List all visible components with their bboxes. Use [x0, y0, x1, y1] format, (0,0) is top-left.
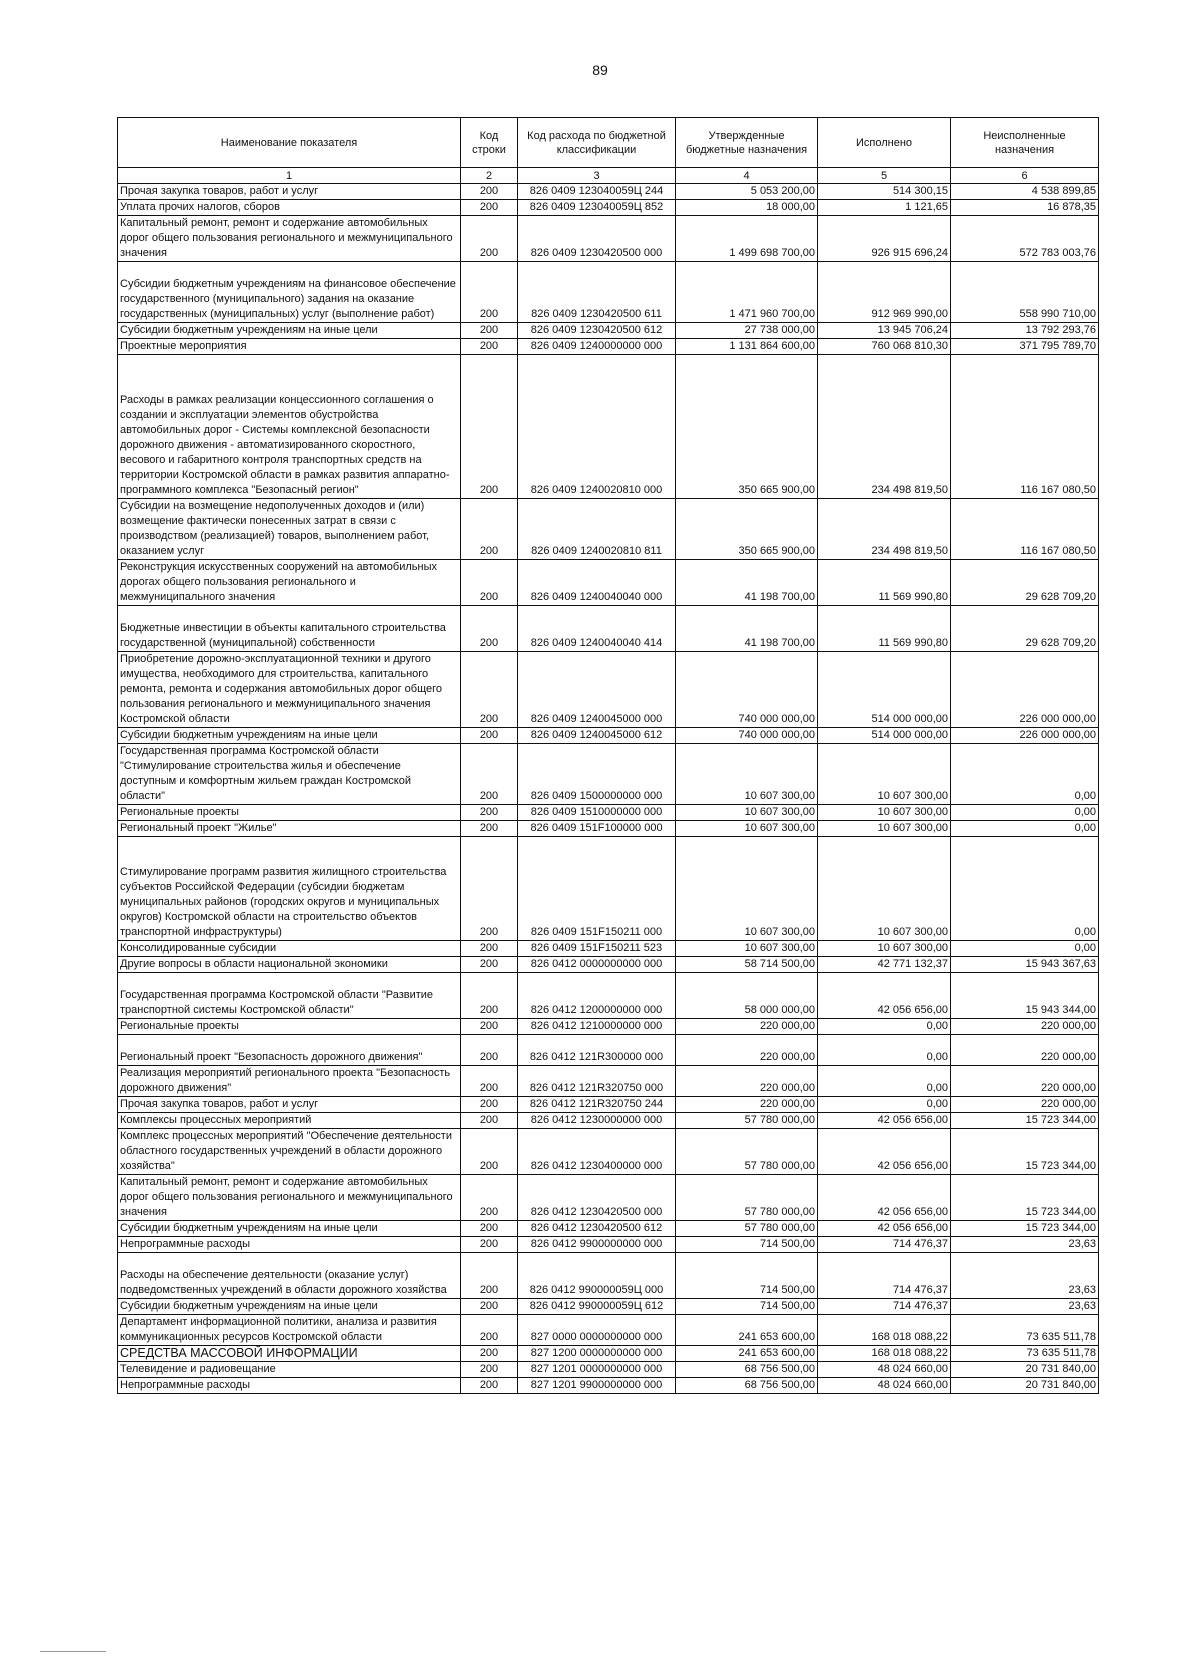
- table-row: [118, 200, 1099, 216]
- row-executed: 0,00: [818, 1019, 951, 1035]
- row-approved: 57 780 000,00: [676, 1129, 818, 1175]
- column-number: 2: [461, 168, 518, 184]
- row-executed: 48 024 660,00: [818, 1378, 951, 1394]
- row-unexecuted: 226 000 000,00: [951, 728, 1099, 744]
- row-approved: 1 131 864 600,00: [676, 339, 818, 355]
- row-kbk: 826 0409 151F150211 000: [518, 837, 676, 941]
- row-unexecuted: 23,63: [951, 1299, 1099, 1315]
- row-executed: 42 056 656,00: [818, 973, 951, 1019]
- row-approved: 241 653 600,00: [676, 1315, 818, 1346]
- table-row: [118, 1378, 1099, 1394]
- row-name: Реконструкция искусственных сооружений на автомобильных дорогах общего пользования регионального и межмуниципального значения: [118, 560, 461, 606]
- row-name: Субсидии бюджетным учреждениям на иные цели: [118, 728, 461, 744]
- row-executed: 714 476,37: [818, 1253, 951, 1299]
- table-row: [118, 1237, 1099, 1253]
- column-number: 3: [518, 168, 676, 184]
- table-row: [118, 821, 1099, 837]
- row-approved: 220 000,00: [676, 1097, 818, 1113]
- row-kbk: 826 0409 1240045000 000: [518, 652, 676, 728]
- row-executed: 714 476,37: [818, 1299, 951, 1315]
- row-executed: 42 056 656,00: [818, 1129, 951, 1175]
- row-unexecuted: 220 000,00: [951, 1066, 1099, 1097]
- row-kbk: 826 0412 9900000000 000: [518, 1237, 676, 1253]
- table-row: [118, 216, 1099, 262]
- row-kbk: 826 0409 1230420500 611: [518, 262, 676, 323]
- column-header-approved: Утвержденные бюджетные назначения: [676, 118, 818, 168]
- row-unexecuted: 226 000 000,00: [951, 652, 1099, 728]
- table-row: [118, 1066, 1099, 1097]
- row-executed: 11 569 990,80: [818, 560, 951, 606]
- row-approved: 350 665 900,00: [676, 355, 818, 499]
- row-kbk: 826 0409 1240020810 811: [518, 499, 676, 560]
- row-unexecuted: 20 731 840,00: [951, 1378, 1099, 1394]
- row-code: 200: [461, 1315, 518, 1346]
- row-unexecuted: 15 943 367,63: [951, 957, 1099, 973]
- row-unexecuted: 73 635 511,78: [951, 1315, 1099, 1346]
- row-kbk: 826 0412 1230420500 000: [518, 1175, 676, 1221]
- row-name: Комплекс процессных мероприятий "Обеспечение деятельности областного государственных учреждений в области дорожного хозяйства": [118, 1129, 461, 1175]
- row-code: 200: [461, 1378, 518, 1394]
- row-unexecuted: 23,63: [951, 1253, 1099, 1299]
- table-row: [118, 323, 1099, 339]
- row-unexecuted: 0,00: [951, 821, 1099, 837]
- row-kbk: 826 0409 1230420500 612: [518, 323, 676, 339]
- row-name: Региональные проекты: [118, 1019, 461, 1035]
- budget-execution-table: [117, 117, 1099, 1394]
- row-name: Другие вопросы в области национальной экономики: [118, 957, 461, 973]
- table-row: [118, 355, 1099, 499]
- row-approved: 57 780 000,00: [676, 1175, 818, 1221]
- row-executed: 42 056 656,00: [818, 1221, 951, 1237]
- row-approved: 220 000,00: [676, 1066, 818, 1097]
- row-name: Капитальный ремонт, ремонт и содержание автомобильных дорог общего пользования регионального и межмуниципального значения: [118, 216, 461, 262]
- row-name: Расходы на обеспечение деятельности (оказание услуг) подведомственных учреждений в области дорожного хозяйства: [118, 1253, 461, 1299]
- row-name: Субсидии бюджетным учреждениям на иные цели: [118, 1299, 461, 1315]
- table-row: [118, 1221, 1099, 1237]
- row-kbk: 826 0409 1240000000 000: [518, 339, 676, 355]
- row-kbk: 826 0409 1240040040 414: [518, 606, 676, 652]
- table-row: [118, 1113, 1099, 1129]
- row-name: Прочая закупка товаров, работ и услуг: [118, 184, 461, 200]
- table-row: [118, 957, 1099, 973]
- row-executed: 234 498 819,50: [818, 355, 951, 499]
- row-name: Непрограммные расходы: [118, 1378, 461, 1394]
- table-row: [118, 499, 1099, 560]
- row-kbk: 826 0409 1240020810 000: [518, 355, 676, 499]
- row-approved: 740 000 000,00: [676, 728, 818, 744]
- row-approved: 241 653 600,00: [676, 1346, 818, 1362]
- row-unexecuted: 15 723 344,00: [951, 1221, 1099, 1237]
- row-code: 200: [461, 1066, 518, 1097]
- row-approved: 68 756 500,00: [676, 1362, 818, 1378]
- row-executed: 514 300,15: [818, 184, 951, 200]
- row-code: 200: [461, 1299, 518, 1315]
- column-number: 6: [951, 168, 1099, 184]
- row-approved: 10 607 300,00: [676, 744, 818, 805]
- row-approved: 57 780 000,00: [676, 1113, 818, 1129]
- row-code: 200: [461, 941, 518, 957]
- row-code: 200: [461, 339, 518, 355]
- table-row: [118, 837, 1099, 941]
- row-executed: 168 018 088,22: [818, 1315, 951, 1346]
- row-executed: 760 068 810,30: [818, 339, 951, 355]
- row-executed: 912 969 990,00: [818, 262, 951, 323]
- row-code: 200: [461, 184, 518, 200]
- row-code: 200: [461, 837, 518, 941]
- row-approved: 714 500,00: [676, 1299, 818, 1315]
- row-name: Уплата прочих налогов, сборов: [118, 200, 461, 216]
- row-unexecuted: 116 167 080,50: [951, 499, 1099, 560]
- row-kbk: 826 0409 1510000000 000: [518, 805, 676, 821]
- row-code: 200: [461, 1221, 518, 1237]
- row-kbk: 826 0412 121R300000 000: [518, 1035, 676, 1066]
- row-name: Субсидии на возмещение недополученных доходов и (или) возмещение фактически понесенных затрат в связи с производством (реализацией) товаров, выполнением работ, оказанием услуг: [118, 499, 461, 560]
- row-name: Субсидии бюджетным учреждениям на финансовое обеспечение государственного (муниципального) задания на оказание государственных (муниципальных) услуг (выполнение работ): [118, 262, 461, 323]
- row-name: Стимулирование программ развития жилищного строительства субъектов Российской Федерации (субсидии бюджетам муниципальных районов (городских округов и муниципальных округов) Костромской области на строительство объектов транспортной инфраструктуры): [118, 837, 461, 941]
- table-row: [118, 560, 1099, 606]
- row-code: 200: [461, 652, 518, 728]
- table-row: [118, 1019, 1099, 1035]
- row-code: 200: [461, 262, 518, 323]
- row-approved: 58 000 000,00: [676, 973, 818, 1019]
- row-name: Региональный проект "Жилье": [118, 821, 461, 837]
- row-name: Прочая закупка товаров, работ и услуг: [118, 1097, 461, 1113]
- table-row: [118, 728, 1099, 744]
- row-kbk: 826 0412 121R320750 244: [518, 1097, 676, 1113]
- table-body: [118, 184, 1099, 1394]
- row-code: 200: [461, 1035, 518, 1066]
- row-executed: 10 607 300,00: [818, 941, 951, 957]
- table-row: [118, 1175, 1099, 1221]
- table-row: [118, 1299, 1099, 1315]
- row-name: Приобретение дорожно-эксплуатационной техники и другого имущества, необходимого для строительства, капитального ремонта, ремонта и содержания автомобильных дорог общего пользования регионального и межмуниципального значения Костромской области: [118, 652, 461, 728]
- row-unexecuted: 16 878,35: [951, 200, 1099, 216]
- column-header-kbk: Код расхода по бюджетной классификации: [518, 118, 676, 168]
- row-unexecuted: 0,00: [951, 941, 1099, 957]
- row-executed: 926 915 696,24: [818, 216, 951, 262]
- table-row: [118, 1315, 1099, 1346]
- row-code: 200: [461, 728, 518, 744]
- table-row: [118, 973, 1099, 1019]
- row-code: 200: [461, 355, 518, 499]
- row-approved: 10 607 300,00: [676, 821, 818, 837]
- row-unexecuted: 15 723 344,00: [951, 1175, 1099, 1221]
- row-code: 200: [461, 1113, 518, 1129]
- row-approved: 10 607 300,00: [676, 837, 818, 941]
- row-name: Бюджетные инвестиции в объекты капитального строительства государственной (муниципальной) собственности: [118, 606, 461, 652]
- row-kbk: 826 0412 990000059Ц 000: [518, 1253, 676, 1299]
- row-unexecuted: 371 795 789,70: [951, 339, 1099, 355]
- row-approved: 220 000,00: [676, 1019, 818, 1035]
- row-name: Субсидии бюджетным учреждениям на иные цели: [118, 1221, 461, 1237]
- row-kbk: 826 0412 1230000000 000: [518, 1113, 676, 1129]
- row-code: 200: [461, 1253, 518, 1299]
- row-executed: 714 476,37: [818, 1237, 951, 1253]
- column-number: 1: [118, 168, 461, 184]
- row-kbk: 827 0000 0000000000 000: [518, 1315, 676, 1346]
- row-unexecuted: 73 635 511,78: [951, 1346, 1099, 1362]
- row-executed: 0,00: [818, 1066, 951, 1097]
- row-approved: 68 756 500,00: [676, 1378, 818, 1394]
- row-approved: 1 499 698 700,00: [676, 216, 818, 262]
- row-unexecuted: 23,63: [951, 1237, 1099, 1253]
- row-executed: 10 607 300,00: [818, 805, 951, 821]
- row-executed: 0,00: [818, 1035, 951, 1066]
- page-number: 89: [592, 62, 608, 78]
- table-row: [118, 941, 1099, 957]
- row-unexecuted: 15 723 344,00: [951, 1113, 1099, 1129]
- row-name: Непрограммные расходы: [118, 1237, 461, 1253]
- row-unexecuted: 0,00: [951, 805, 1099, 821]
- row-kbk: 826 0409 1500000000 000: [518, 744, 676, 805]
- row-approved: 41 198 700,00: [676, 560, 818, 606]
- row-code: 200: [461, 200, 518, 216]
- row-executed: 514 000 000,00: [818, 728, 951, 744]
- table-row: [118, 1129, 1099, 1175]
- row-kbk: 826 0412 990000059Ц 612: [518, 1299, 676, 1315]
- row-code: 200: [461, 1362, 518, 1378]
- column-header-name: Наименование показателя: [118, 118, 461, 168]
- row-executed: 0,00: [818, 1097, 951, 1113]
- row-approved: 220 000,00: [676, 1035, 818, 1066]
- row-code: 200: [461, 323, 518, 339]
- row-kbk: 826 0412 1210000000 000: [518, 1019, 676, 1035]
- row-unexecuted: 15 943 344,00: [951, 973, 1099, 1019]
- row-kbk: 826 0412 1230420500 612: [518, 1221, 676, 1237]
- table-row: [118, 1253, 1099, 1299]
- table-row: [118, 744, 1099, 805]
- row-unexecuted: 220 000,00: [951, 1019, 1099, 1035]
- row-executed: 13 945 706,24: [818, 323, 951, 339]
- table-row: [118, 262, 1099, 323]
- row-name: Реализация мероприятий регионального проекта "Безопасность дорожного движения": [118, 1066, 461, 1097]
- row-name: Капитальный ремонт, ремонт и содержание автомобильных дорог общего пользования регионального и межмуниципального значения: [118, 1175, 461, 1221]
- row-code: 200: [461, 606, 518, 652]
- row-code: 200: [461, 499, 518, 560]
- column-header-code: Код строки: [461, 118, 518, 168]
- table-row: [118, 1362, 1099, 1378]
- table-row: [118, 652, 1099, 728]
- row-code: 200: [461, 1129, 518, 1175]
- row-approved: 27 738 000,00: [676, 323, 818, 339]
- row-name: Региональные проекты: [118, 805, 461, 821]
- row-approved: 10 607 300,00: [676, 805, 818, 821]
- row-unexecuted: 116 167 080,50: [951, 355, 1099, 499]
- row-code: 200: [461, 1019, 518, 1035]
- row-executed: 48 024 660,00: [818, 1362, 951, 1378]
- table-row: [118, 1346, 1099, 1362]
- row-approved: 740 000 000,00: [676, 652, 818, 728]
- row-executed: 10 607 300,00: [818, 744, 951, 805]
- row-name: Консолидированные субсидии: [118, 941, 461, 957]
- row-approved: 58 714 500,00: [676, 957, 818, 973]
- row-approved: 714 500,00: [676, 1237, 818, 1253]
- row-approved: 57 780 000,00: [676, 1221, 818, 1237]
- row-executed: 10 607 300,00: [818, 837, 951, 941]
- row-unexecuted: 15 723 344,00: [951, 1129, 1099, 1175]
- row-unexecuted: 0,00: [951, 744, 1099, 805]
- row-approved: 350 665 900,00: [676, 499, 818, 560]
- row-unexecuted: 13 792 293,76: [951, 323, 1099, 339]
- row-kbk: 827 1201 9900000000 000: [518, 1378, 676, 1394]
- row-code: 200: [461, 957, 518, 973]
- page-footer-rule: [40, 1651, 106, 1652]
- row-approved: 5 053 200,00: [676, 184, 818, 200]
- row-kbk: 827 1200 0000000000 000: [518, 1346, 676, 1362]
- row-kbk: 826 0409 151F100000 000: [518, 821, 676, 837]
- row-code: 200: [461, 1097, 518, 1113]
- row-code: 200: [461, 1237, 518, 1253]
- row-executed: 168 018 088,22: [818, 1346, 951, 1362]
- row-name: Проектные мероприятия: [118, 339, 461, 355]
- row-code: 200: [461, 1346, 518, 1362]
- column-number: 5: [818, 168, 951, 184]
- row-unexecuted: 29 628 709,20: [951, 560, 1099, 606]
- row-approved: 41 198 700,00: [676, 606, 818, 652]
- row-kbk: 826 0412 1200000000 000: [518, 973, 676, 1019]
- row-unexecuted: 20 731 840,00: [951, 1362, 1099, 1378]
- row-name: СРЕДСТВА МАССОВОЙ ИНФОРМАЦИИ: [118, 1346, 461, 1362]
- row-approved: 1 471 960 700,00: [676, 262, 818, 323]
- row-executed: 11 569 990,80: [818, 606, 951, 652]
- row-kbk: 826 0409 151F150211 523: [518, 941, 676, 957]
- row-code: 200: [461, 1175, 518, 1221]
- row-kbk: 826 0409 1230420500 000: [518, 216, 676, 262]
- row-code: 200: [461, 744, 518, 805]
- row-unexecuted: 4 538 899,85: [951, 184, 1099, 200]
- table-header-row: [118, 118, 1099, 168]
- row-unexecuted: 220 000,00: [951, 1097, 1099, 1113]
- row-kbk: 826 0409 123040059Ц 852: [518, 200, 676, 216]
- row-approved: 18 000,00: [676, 200, 818, 216]
- row-name: Субсидии бюджетным учреждениям на иные цели: [118, 323, 461, 339]
- row-code: 200: [461, 805, 518, 821]
- row-executed: 42 056 656,00: [818, 1113, 951, 1129]
- row-kbk: 826 0409 1240045000 612: [518, 728, 676, 744]
- row-approved: 714 500,00: [676, 1253, 818, 1299]
- row-name: Государственная программа Костромской области "Стимулирование строительства жилья и обеспечение доступным и комфортным жильем граждан Костромской области": [118, 744, 461, 805]
- column-header-unexecuted: Неисполненные назначения: [951, 118, 1099, 168]
- column-number-row: [118, 168, 1099, 184]
- row-name: Расходы в рамках реализации концессионного соглашения о создании и эксплуатации элементов обустройства автомобильных дорог - Системы комплексной безопасности дорожного движения - автоматизированного скоростного, весового и габаритного контроля транспортных средств на территории Костромской области в рамках развития аппаратно-программного комплекса "Безопасный регион": [118, 355, 461, 499]
- table-row: [118, 339, 1099, 355]
- row-kbk: 826 0412 1230400000 000: [518, 1129, 676, 1175]
- row-code: 200: [461, 973, 518, 1019]
- row-name: Телевидение и радиовещание: [118, 1362, 461, 1378]
- table-row: [118, 184, 1099, 200]
- row-unexecuted: 572 783 003,76: [951, 216, 1099, 262]
- row-kbk: 826 0412 121R320750 000: [518, 1066, 676, 1097]
- row-name: Региональный проект "Безопасность дорожного движения": [118, 1035, 461, 1066]
- row-kbk: 826 0409 123040059Ц 244: [518, 184, 676, 200]
- row-name: Департамент информационной политики, анализа и развития коммуникационных ресурсов Костромской области: [118, 1315, 461, 1346]
- row-kbk: 826 0412 0000000000 000: [518, 957, 676, 973]
- row-executed: 10 607 300,00: [818, 821, 951, 837]
- row-code: 200: [461, 216, 518, 262]
- row-executed: 42 771 132,37: [818, 957, 951, 973]
- row-executed: 234 498 819,50: [818, 499, 951, 560]
- row-unexecuted: 220 000,00: [951, 1035, 1099, 1066]
- row-unexecuted: 29 628 709,20: [951, 606, 1099, 652]
- row-name: Государственная программа Костромской области "Развитие транспортной системы Костромской области": [118, 973, 461, 1019]
- row-kbk: 826 0409 1240040040 000: [518, 560, 676, 606]
- row-executed: 1 121,65: [818, 200, 951, 216]
- row-code: 200: [461, 821, 518, 837]
- row-kbk: 827 1201 0000000000 000: [518, 1362, 676, 1378]
- column-header-executed: Исполнено: [818, 118, 951, 168]
- row-unexecuted: 558 990 710,00: [951, 262, 1099, 323]
- table-row: [118, 1035, 1099, 1066]
- table-row: [118, 805, 1099, 821]
- row-executed: 514 000 000,00: [818, 652, 951, 728]
- table-row: [118, 606, 1099, 652]
- row-executed: 42 056 656,00: [818, 1175, 951, 1221]
- row-name: Комплексы процессных мероприятий: [118, 1113, 461, 1129]
- row-unexecuted: 0,00: [951, 837, 1099, 941]
- table-row: [118, 1097, 1099, 1113]
- row-approved: 10 607 300,00: [676, 941, 818, 957]
- row-code: 200: [461, 560, 518, 606]
- column-number: 4: [676, 168, 818, 184]
